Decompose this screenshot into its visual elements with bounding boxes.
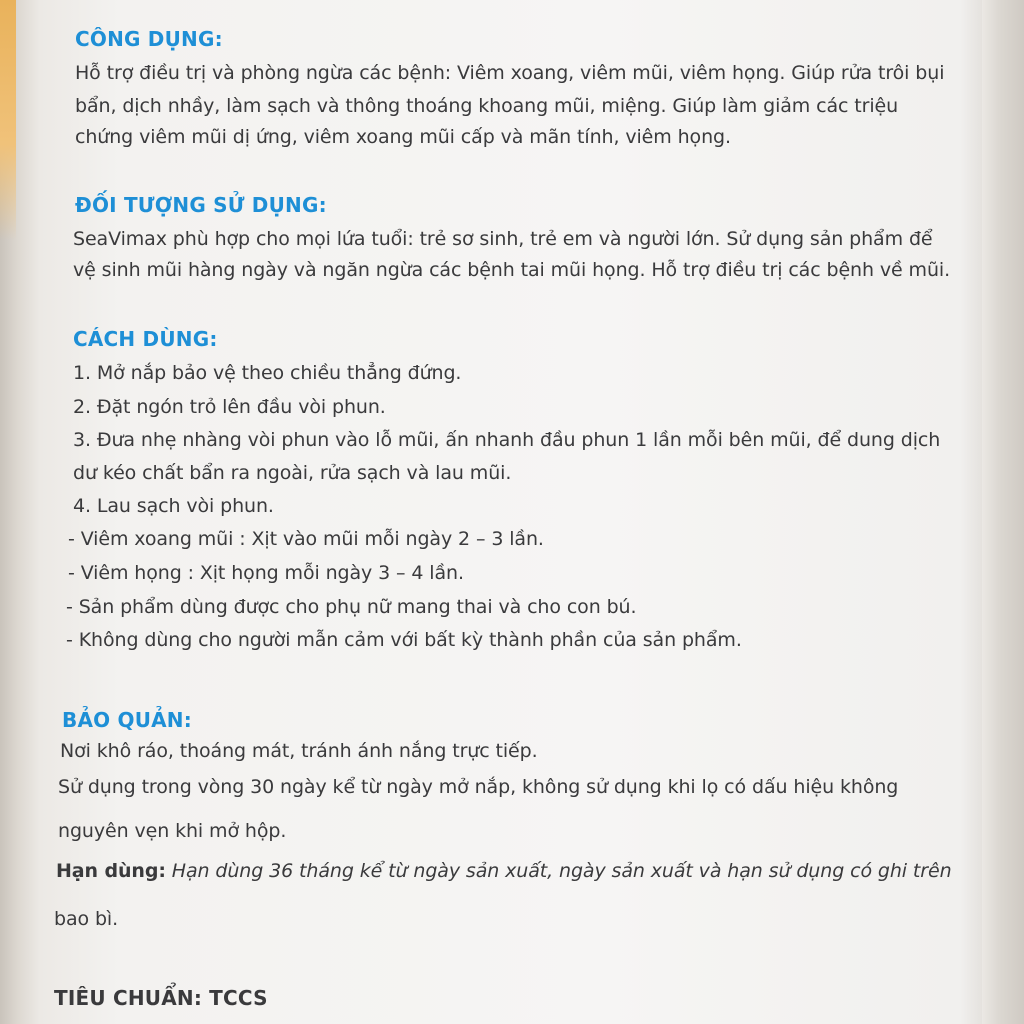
cach-dung-step-3-cont: dư kéo chất bẩn ra ngoài, rửa sạch và lau mũi. (73, 462, 512, 484)
cong-dung-line-1: Hỗ trợ điều trị và phòng ngừa các bệnh: Viêm xoang, viêm mũi, viêm họng. Giúp rửa trôi bụi (75, 62, 945, 84)
han-dung-line (56, 860, 952, 882)
han-dung-line-2: bao bì. (54, 908, 119, 930)
cach-dung-note-hong: - Viêm họng : Xịt họng mỗi ngày 3 – 4 lần. (68, 562, 464, 584)
heading-tieu-chuan: TIÊU CHUẨN: TCCS (54, 986, 268, 1010)
cong-dung-line-3: chứng viêm mũi dị ứng, viêm xoang mũi cấp và mãn tính, viêm họng. (75, 126, 731, 148)
han-dung-text: Hạn dùng 36 tháng kể từ ngày sản xuất, ngày sản xuất và hạn sử dụng có ghi trên (171, 860, 952, 882)
leaflet-sheet (40, 0, 982, 1024)
bao-quan-line-2: Sử dụng trong vòng 30 ngày kể từ ngày mở nắp, không sử dụng khi lọ có dấu hiệu không (58, 776, 899, 798)
paper-fold-shadow (982, 0, 1024, 1024)
cach-dung-note-pregnant: - Sản phẩm dùng được cho phụ nữ mang thai và cho con bú. (66, 596, 637, 618)
cach-dung-note-xoang: - Viêm xoang mũi : Xịt vào mũi mỗi ngày 2 – 3 lần. (68, 528, 544, 550)
cong-dung-line-2: bẩn, dịch nhầy, làm sạch và thông thoáng khoang mũi, miệng. Giúp làm giảm các triệu (75, 95, 899, 117)
cach-dung-step-4: 4. Lau sạch vòi phun. (73, 495, 274, 517)
han-dung-label: Hạn dùng: (56, 860, 166, 882)
heading-doi-tuong: ĐỐI TƯỢNG SỬ DỤNG: (75, 193, 327, 217)
cach-dung-step-2: 2. Đặt ngón trỏ lên đầu vòi phun. (73, 396, 386, 418)
heading-cach-dung: CÁCH DÙNG: (73, 327, 218, 351)
packaging-edge (0, 0, 16, 240)
doi-tuong-line-1: SeaVimax phù hợp cho mọi lứa tuổi: trẻ sơ sinh, trẻ em và người lớn. Sử dụng sản phẩm để (73, 228, 933, 250)
bao-quan-line-3: nguyên vẹn khi mở hộp. (58, 820, 287, 842)
bao-quan-line-1: Nơi khô ráo, thoáng mát, tránh ánh nắng trực tiếp. (60, 740, 538, 762)
cach-dung-step-1: 1. Mở nắp bảo vệ theo chiều thẳng đứng. (73, 362, 462, 384)
doi-tuong-line-2: vệ sinh mũi hàng ngày và ngăn ngừa các bệnh tai mũi họng. Hỗ trợ điều trị các bệnh về mũi. (73, 259, 951, 281)
heading-bao-quan: BẢO QUẢN: (62, 708, 192, 732)
heading-cong-dung: CÔNG DỤNG: (75, 27, 223, 51)
cach-dung-step-3: 3. Đưa nhẹ nhàng vòi phun vào lỗ mũi, ấn nhanh đầu phun 1 lần mỗi bên mũi, để dung dịch (73, 429, 941, 451)
cach-dung-note-allergy: - Không dùng cho người mẫn cảm với bất kỳ thành phần của sản phẩm. (66, 629, 742, 651)
